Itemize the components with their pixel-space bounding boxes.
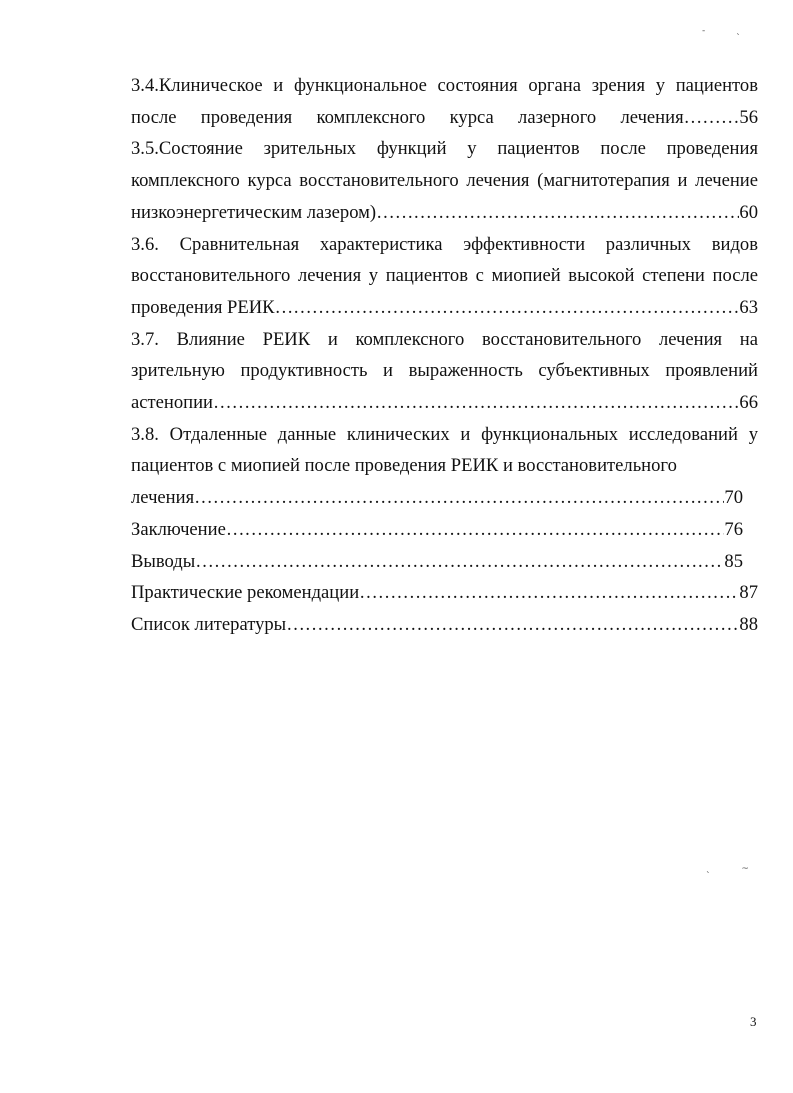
toc-entry-conclusion-page: 76	[724, 518, 743, 540]
toc-entry-references[interactable]	[131, 609, 758, 641]
toc-entry-3-4-line-2: после проведения комплексного курса лазерного лечения	[131, 106, 684, 128]
toc-entry-3-8-line-3: лечения	[131, 487, 195, 509]
toc-entry-3-8-page: 70	[724, 487, 743, 509]
table-of-contents	[131, 70, 758, 641]
toc-entry-3-5[interactable]	[131, 133, 758, 228]
toc-entry-3-6[interactable]	[131, 229, 758, 324]
toc-entry-3-5-line-2: комплексного курса восстановительного лечения (магнитотерапия и лечение	[131, 170, 758, 192]
toc-entry-3-7-line-2: зрительную продуктивность и выраженность субъективных проявлений	[131, 360, 758, 382]
toc-entry-3-6-line-1: 3.6. Сравнительная характеристика эффективности различных видов	[131, 233, 758, 255]
toc-dot-leader	[359, 577, 739, 609]
toc-entry-3-7-page: 66	[739, 392, 758, 414]
toc-entry-references-page: 88	[739, 613, 758, 635]
toc-dot-leader	[275, 292, 740, 324]
toc-entry-recommendations-page: 87	[739, 582, 758, 604]
toc-entry-3-4-page: ………56	[683, 106, 758, 128]
toc-entry-3-7-line-1: 3.7. Влияние РЕИК и комплексного восстановительного лечения на	[131, 328, 758, 350]
toc-entry-3-8-line-2: пациентов с миопией после проведения РЕИК и восстановительного	[131, 455, 677, 477]
toc-entry-recommendations[interactable]	[131, 577, 758, 609]
toc-entry-3-5-line-1: 3.5.Состояние зрительных функций у пациентов после проведения	[131, 138, 758, 160]
toc-entry-findings-page: 85	[724, 550, 743, 572]
toc-dot-leader	[376, 197, 739, 229]
toc-entry-3-6-line-2: восстановительного лечения у пациентов с миопией высокой степени после	[131, 265, 758, 287]
toc-dot-leader	[194, 482, 724, 514]
toc-entry-findings-label: Выводы	[131, 550, 196, 572]
toc-dot-leader	[213, 387, 739, 419]
scan-mark-middle: ˎ ~	[706, 864, 763, 874]
toc-entry-recommendations-label: Практические рекомендации	[131, 582, 360, 604]
toc-entry-references-label: Список литературы	[131, 613, 287, 635]
toc-entry-3-8-line-1: 3.8. Отдаленные данные клинических и функциональных исследований у	[131, 423, 758, 445]
toc-entry-3-5-page: 60	[739, 201, 758, 223]
toc-dot-leader	[226, 514, 725, 546]
toc-dot-leader	[195, 546, 724, 578]
toc-entry-conclusion-label: Заключение	[131, 518, 226, 540]
toc-entry-3-6-line-3: проведения РЕИК	[131, 296, 275, 318]
toc-entry-3-7[interactable]	[131, 324, 758, 419]
toc-entry-3-4[interactable]	[131, 70, 758, 133]
toc-entry-3-4-line-1: 3.4.Клиническое и функциональное состояния органа зрения у пациентов	[131, 75, 758, 96]
toc-entry-3-8[interactable]	[131, 419, 758, 514]
page-number: 3	[750, 1014, 757, 1029]
toc-entry-3-6-page: 63	[739, 296, 758, 318]
toc-entry-findings[interactable]	[131, 546, 743, 578]
toc-dot-leader	[286, 609, 739, 641]
toc-entry-conclusion[interactable]	[131, 514, 743, 546]
toc-entry-3-5-line-3: низкоэнергетическим лазером)	[131, 201, 377, 223]
scan-mark-top: - ˎ	[702, 26, 755, 36]
toc-entry-3-7-line-3: астенопии	[131, 392, 213, 414]
